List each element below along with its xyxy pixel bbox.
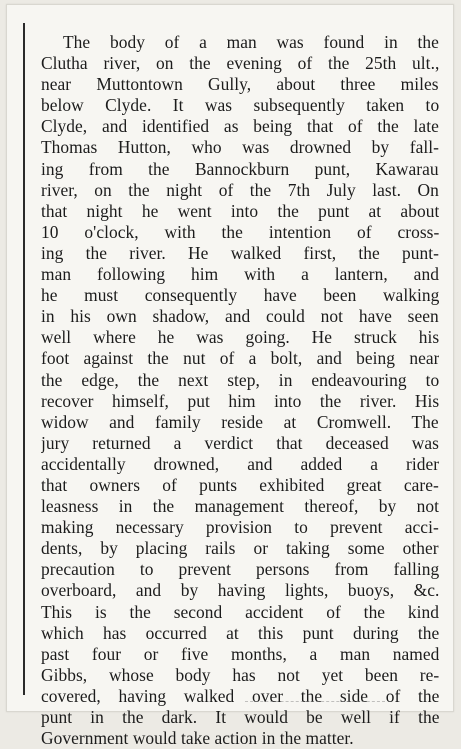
- article-line: recover himself, put him into the river. His: [41, 390, 439, 411]
- article-line: widow and family reside at Cromwell. The: [41, 411, 439, 432]
- article-line: jury returned a verdict that deceased was: [41, 432, 439, 453]
- article-line: well where he was going. He struck his: [41, 327, 439, 348]
- bottom-separator: [245, 701, 385, 705]
- article-line: past four or five months, a man named: [41, 643, 439, 664]
- article-line: that night he went into the punt at about: [41, 200, 439, 221]
- article-text: [41, 32, 439, 749]
- article-line: river, on the night of the 7th July last. On: [41, 179, 439, 200]
- article-line: in his own shadow, and could not have seen: [41, 306, 439, 327]
- article-line: dents, by placing rails or taking some other: [41, 538, 439, 559]
- article-line: accidentally drowned, and added a rider: [41, 453, 439, 474]
- article-line: below Clyde. It was subsequently taken to: [41, 95, 439, 116]
- article-line: The body of a man was found in the: [63, 32, 439, 52]
- article-line: foot against the nut of a bolt, and being near: [41, 348, 439, 369]
- article-line: punt in the dark. It would be well if the: [41, 707, 439, 727]
- article-line: covered, having walked over the side of the: [41, 685, 439, 706]
- newspaper-clipping: [6, 4, 454, 749]
- article-line: precaution to prevent persons from falling: [41, 559, 439, 580]
- article-line: making necessary provision to prevent acci-: [41, 517, 439, 538]
- article-line: ing the river. He walked first, the punt-: [41, 242, 439, 263]
- article-line: Thomas Hutton, who was drowned by fall-: [41, 137, 439, 158]
- article-line: leasness in the management thereof, by not: [41, 496, 439, 517]
- article-line: 10 o'clock, with the intention of cross-: [41, 221, 439, 242]
- article-line: Government would take action in the matter.: [41, 728, 354, 749]
- article-line: he must consequently have been walking: [41, 285, 439, 306]
- article-line: This is the second accident of the kind: [41, 601, 439, 622]
- article-line: Clutha river, on the evening of the 25th ult.,: [41, 53, 439, 74]
- article-line: the edge, the next step, in endeavouring to: [41, 369, 439, 390]
- column-rule: [23, 23, 25, 695]
- article-line: which has occurred at this punt during the: [41, 622, 439, 643]
- article-line: near Muttontown Gully, about three miles: [41, 74, 439, 95]
- article-line: overboard, and by having lights, buoys, &c.: [41, 580, 439, 601]
- article-line: Gibbs, whose body has not yet been re-: [41, 664, 439, 685]
- article-line: ing from the Bannockburn punt, Kawarau: [41, 158, 439, 179]
- article-line: Clyde, and identified as being that of the late: [41, 116, 439, 137]
- article-line: that owners of punts exhibited great care-: [41, 474, 439, 495]
- article-line: man following him with a lantern, and: [41, 264, 439, 285]
